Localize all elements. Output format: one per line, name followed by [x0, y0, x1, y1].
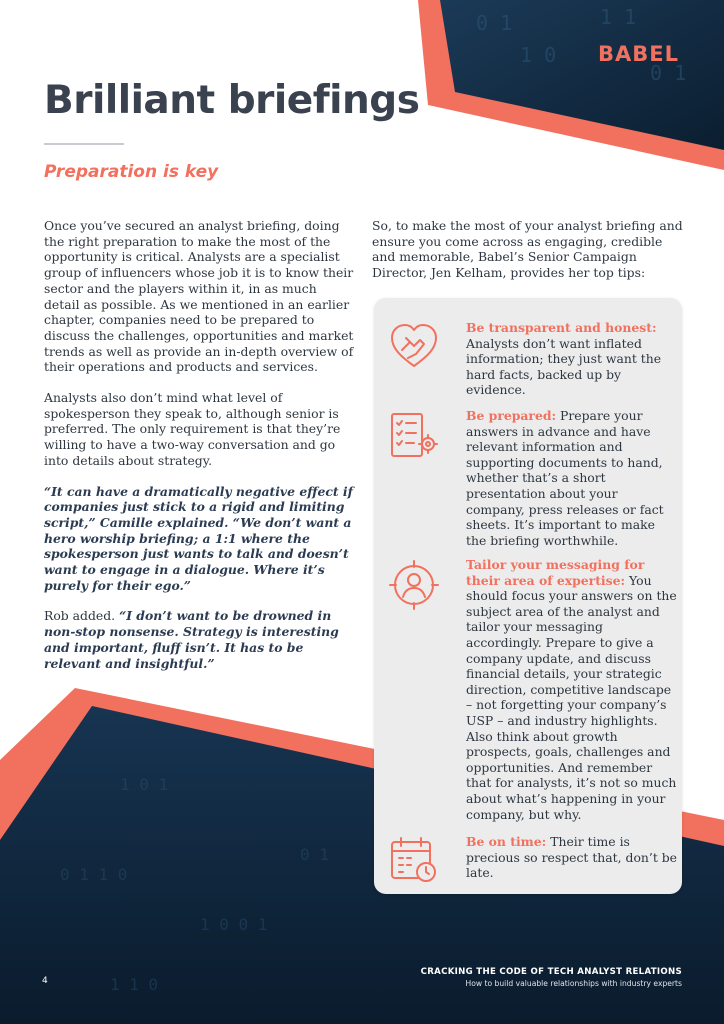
svg-text:1 1: 1 1	[600, 5, 637, 29]
brand-logo: BABEL	[598, 42, 679, 66]
footer-subtitle: How to build valuable relationships with industry experts	[465, 979, 682, 988]
tip-heading: Be on time:	[466, 834, 547, 849]
tip-body: Prepare your answers in advance and have relevant information and supporting documents to hand, whether that’s a short presentation about your company, press releases or fact sheets. It’s important to make the briefing worthwhile.	[466, 408, 664, 548]
tip-body: Their time is precious so respect that, don’t be late.	[466, 834, 678, 881]
heart-hand-icon	[388, 320, 440, 372]
tip-heading: Be prepared:	[466, 408, 557, 423]
footer-title: CRACKING THE CODE OF TECH ANALYST RELATIONS	[420, 967, 682, 977]
tip-heading: Tailor your messaging for their area of expertise:	[466, 557, 645, 588]
tips-card	[374, 298, 682, 894]
intro-paragraph: Once you’ve secured an analyst briefing, doing the right preparation to make the most of the opportunity is critical. Analysts are a specialist group of influencers whose job it is to know their sector and the players within it, in as much detail as possible. As we mentioned in an earlier chapter, companies need to be prepared to discuss the challenges, opportunities and market trends as well as provide an in-depth overview of their operations and products and services.	[44, 218, 354, 375]
tip-heading: Be transparent and honest:	[466, 320, 657, 335]
right-column	[372, 218, 684, 296]
page-number: 4	[42, 976, 48, 986]
quote-attribution: Camille explained.	[95, 514, 233, 530]
checklist-gear-icon	[388, 410, 440, 462]
svg-text:0 1: 0 1	[650, 61, 687, 85]
tip-text	[466, 408, 678, 548]
svg-text:1 0 1: 1 0 1	[120, 775, 169, 794]
rob-quote-text: “I don’t want to be drowned in non-stop nonsense. Strategy is interesting and important, fluff isn’t. It has to be relevant and insightful.”	[44, 608, 339, 671]
rob-lead: Rob added.	[44, 608, 120, 624]
svg-text:0 1: 0 1	[476, 11, 513, 35]
section-subtitle: Preparation is key	[44, 162, 219, 182]
calendar-clock-icon	[388, 834, 440, 886]
title-divider	[44, 143, 124, 145]
svg-text:1 0: 1 0	[520, 43, 557, 67]
quote-part-two: “We don’t want a hero worship briefing; a 1:1 where the spokesperson just wants to talk and doesn’t want to engage in a dialogue. Where it’s purely for their ego.”	[44, 514, 352, 593]
page-title: Brilliant briefings	[44, 78, 420, 123]
spokesperson-paragraph: Analysts also don’t mind what level of spokesperson they speak to, although senior is preferred. The only requirement is that they’re willing to have a two-way conversation and go into details about strategy.	[44, 390, 341, 468]
svg-text:1 1 0: 1 1 0	[110, 975, 159, 994]
rob-quote	[44, 608, 356, 671]
svg-text:0 1 1 0: 0 1 1 0	[60, 865, 128, 884]
tip-text	[466, 557, 678, 822]
tip-text	[466, 834, 678, 881]
target-person-icon	[388, 559, 440, 611]
tip-text	[466, 320, 678, 398]
quote-part-one: “It can have a dramatically negative effect if companies just stick to a rigid and limiting script,”	[44, 483, 353, 530]
svg-text:0 1: 0 1	[300, 845, 329, 864]
tip-body: You should focus your answers on the subject area of the analyst and tailor your messaging accordingly. Prepare to give a company update, and discuss financial details, your strategic direction, competitive landscape – not forgetting your company’s USP – and industry highlights. Also think about growth prospects, goals, challenges and opportunities. And remember that for analysts, it’s not so much about what’s happening in your company, but why.	[466, 572, 677, 822]
tip-body: Analysts don’t want inflated information; they just want the hard facts, backed up by evidence.	[466, 335, 662, 398]
camille-quote	[44, 484, 356, 594]
tips-intro: So, to make the most of your analyst briefing and ensure you come across as engaging, credible and memorable, Babel’s Senior Campaign Director, Jen Kelham, provides her top tips:	[372, 218, 683, 281]
left-column	[44, 218, 356, 686]
svg-text:1 0 0 1: 1 0 0 1	[200, 915, 268, 934]
